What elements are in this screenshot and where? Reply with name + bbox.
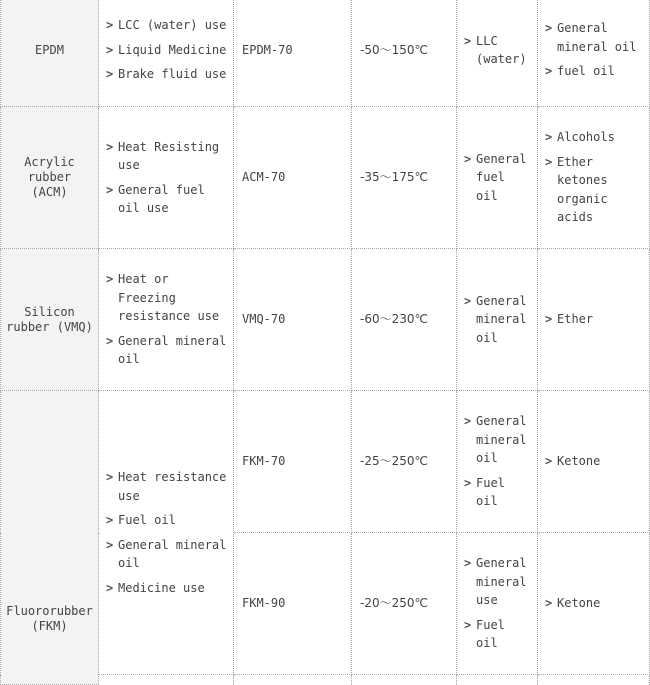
suitable-fluids-cell [457, 249, 538, 391]
material-name: (FKM) [31, 619, 68, 633]
grade-code: FKM-90 [234, 533, 352, 675]
chevron-right-icon: > [464, 475, 472, 490]
list-item: > Alcohols [557, 128, 645, 147]
chevron-right-icon: > [106, 537, 114, 552]
chevron-right-icon: > [464, 293, 472, 308]
temperature-range: -20～250℃ [352, 533, 457, 675]
material-cell [1, 391, 99, 685]
material-cell [1, 0, 99, 107]
chevron-right-icon: > [545, 596, 553, 611]
chevron-right-icon: > [464, 33, 472, 48]
unsuitable-fluids-cell [538, 107, 650, 249]
chevron-right-icon: > [545, 21, 553, 36]
material-name: Acrylic [24, 155, 75, 169]
chevron-right-icon: > [545, 64, 553, 79]
empty-cell [457, 675, 538, 685]
suitable-fluids-cell [457, 0, 538, 107]
grade-code: ACM-70 [234, 107, 352, 249]
material-name: (ACM) [31, 185, 68, 199]
chevron-right-icon: > [545, 154, 553, 169]
chevron-right-icon: > [106, 42, 114, 57]
chevron-right-icon: > [464, 617, 472, 632]
chevron-right-icon: > [106, 67, 114, 82]
list-item: > Ether ketones organic acids [545, 154, 608, 225]
list-item: > LCC (water) use [118, 16, 229, 35]
list-item: > Ketone [557, 452, 645, 471]
chevron-right-icon: > [106, 580, 114, 595]
temperature-range: -60～230℃ [352, 249, 457, 391]
list-item: > General mineral oil [464, 293, 527, 345]
list-item: > Fuel oil [118, 511, 229, 530]
chevron-right-icon: > [545, 312, 553, 327]
material-name: Fluororubber [6, 604, 93, 618]
list-item: > Ketone [557, 594, 645, 613]
temperature-range: -35～175℃ [352, 107, 457, 249]
chevron-right-icon: > [106, 513, 114, 527]
material-cell [1, 249, 99, 391]
list-item: > General fuel oil [464, 151, 527, 203]
list-item: > General mineral oil [106, 537, 227, 570]
unsuitable-fluids-cell [538, 533, 650, 675]
applications-cell [99, 107, 234, 249]
material-cell [1, 107, 99, 249]
suitable-fluids-cell [457, 533, 538, 675]
temperature-range: -50～150℃ [352, 0, 457, 107]
list-item: > General fuel oil use [106, 182, 205, 215]
chevron-right-icon: > [106, 139, 114, 154]
chevron-right-icon: > [106, 18, 114, 33]
applications-cell [99, 391, 234, 675]
empty-cell [99, 675, 234, 685]
list-item: > General mineral oil [545, 21, 637, 54]
temperature-range: -25～250℃ [352, 391, 457, 533]
list-item: > General mineral oil [464, 414, 527, 466]
grade-code: EPDM-70 [234, 0, 352, 107]
suitable-fluids-cell [457, 391, 538, 533]
grade-code: FKM-70 [234, 391, 352, 533]
applications-cell [99, 0, 234, 107]
empty-cell [538, 675, 650, 685]
list-item: > Fuel oil [464, 475, 505, 509]
material-name: rubber (VMQ) [6, 319, 93, 334]
empty-cell [352, 675, 457, 685]
chevron-right-icon: > [464, 151, 472, 166]
list-item: > General mineral use [464, 556, 527, 608]
unsuitable-fluids-cell [538, 0, 650, 107]
suitable-fluids-cell [457, 107, 538, 249]
chevron-right-icon: > [464, 556, 472, 571]
chevron-right-icon: > [106, 470, 114, 484]
list-item: > Medicine use [118, 579, 229, 598]
grade-code: VMQ-70 [234, 249, 352, 391]
empty-cell [234, 675, 352, 685]
list-item: > fuel oil [557, 62, 645, 81]
table-row [1, 249, 650, 391]
material-name: Silicon [24, 304, 75, 319]
list-item: > LLC (water) [464, 33, 527, 66]
table-row [1, 107, 650, 249]
list-item: > Fuel oil [464, 617, 505, 651]
material-name: EPDM [35, 42, 64, 57]
list-item: > Brake fluid use [118, 65, 229, 84]
chevron-right-icon: > [545, 130, 553, 145]
unsuitable-fluids-cell [538, 391, 650, 533]
table-row [1, 391, 650, 533]
chevron-right-icon: > [545, 454, 553, 469]
chevron-right-icon: > [106, 272, 114, 287]
list-item: > Heat resistance use [106, 470, 227, 503]
chevron-right-icon: > [106, 182, 114, 197]
unsuitable-fluids-cell [538, 249, 650, 391]
list-item: > Liquid Medicine [118, 41, 229, 60]
material-name: rubber [27, 170, 72, 184]
list-item: > Heat Resisting use [106, 139, 220, 172]
list-item: > Heat or Freezing resistance use [106, 272, 220, 324]
list-item: > General mineral oil [106, 333, 227, 367]
table-row [1, 0, 650, 107]
chevron-right-icon: > [106, 333, 114, 348]
applications-cell [99, 249, 234, 391]
chevron-right-icon: > [464, 414, 472, 429]
table-row [1, 675, 650, 685]
list-item: > Ether [557, 310, 645, 329]
